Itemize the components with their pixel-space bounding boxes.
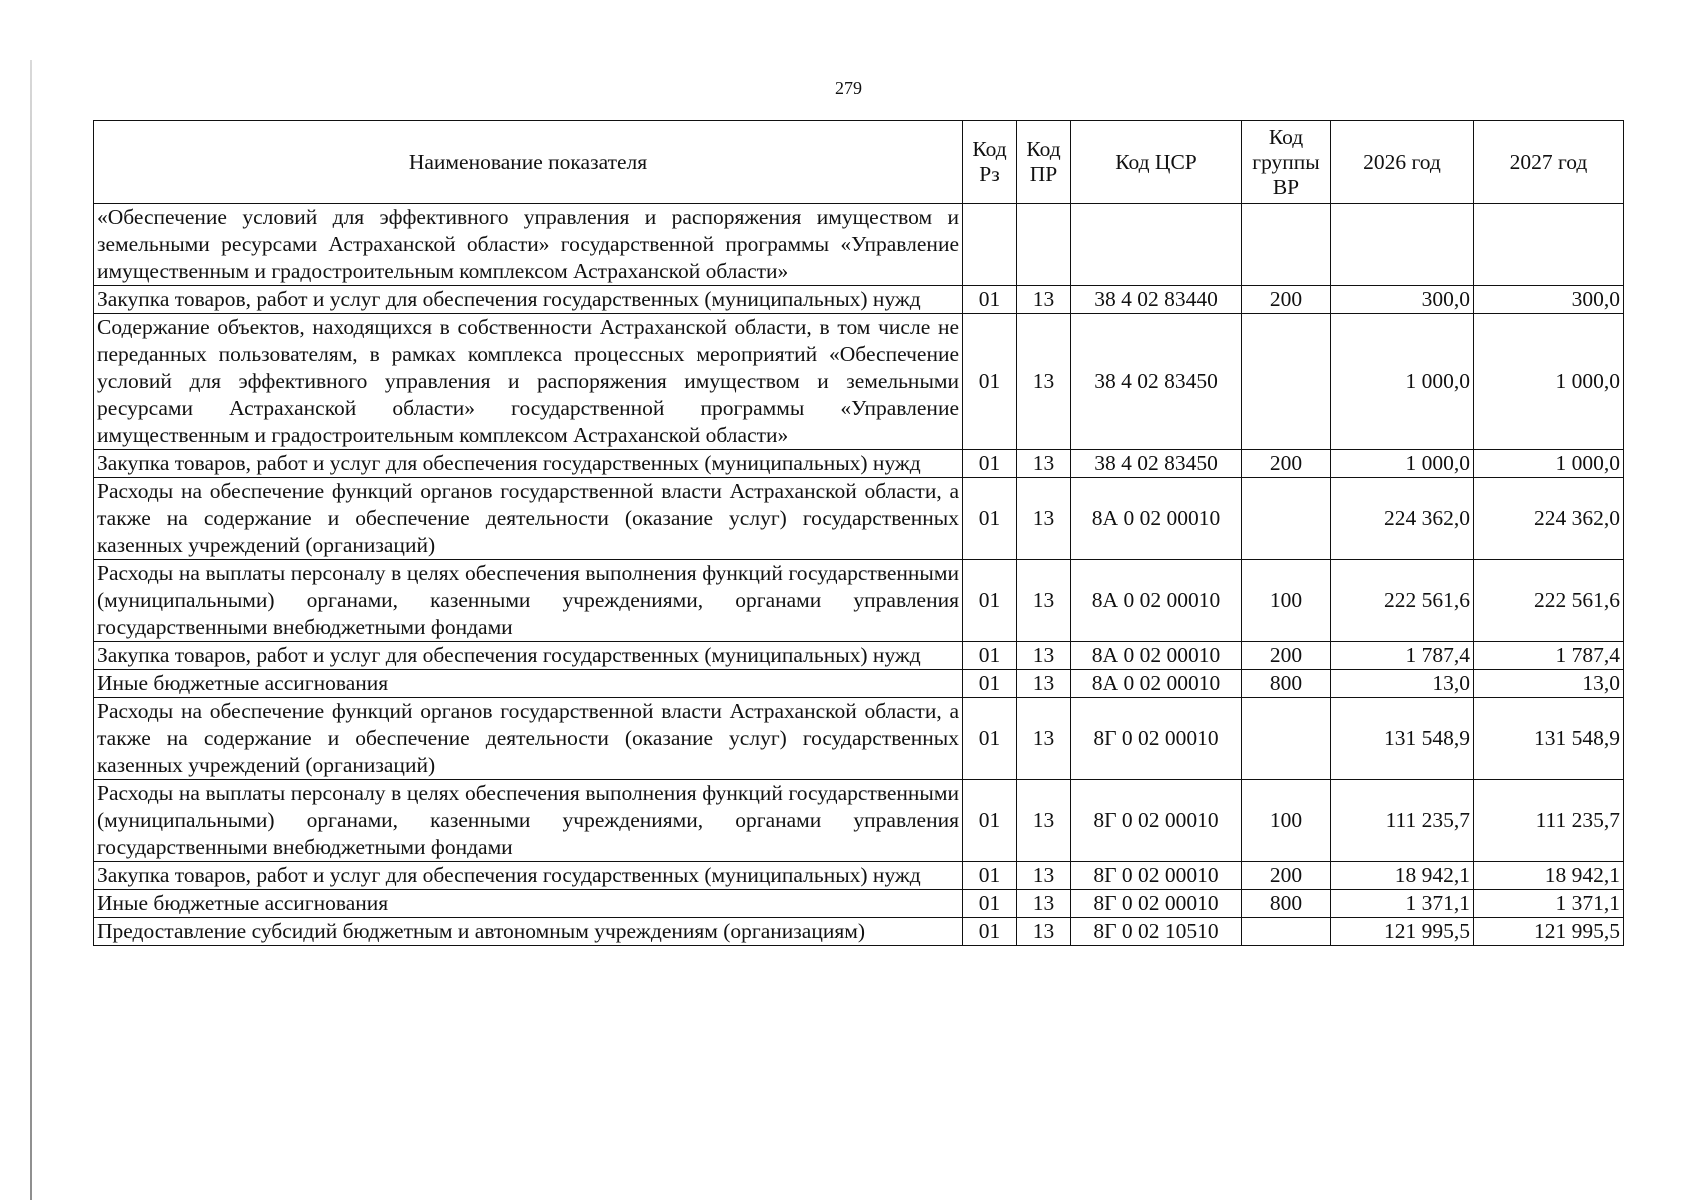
cell-csr: 8Г 0 02 00010: [1071, 698, 1242, 780]
cell-vr: 800: [1242, 890, 1331, 918]
cell-name: Расходы на обеспечение функций органов государственной власти Астраханской области, а также на содержание и обеспечение деятельности (оказание услуг) государственных казенных учреждений (организаций): [94, 698, 963, 780]
cell-2026: 300,0: [1331, 286, 1474, 314]
cell-name: Расходы на выплаты персоналу в целях обеспечения выполнения функций государственными (муниципальными) органами, казенными учреждениями, органами управления государственными внебюджетными фондами: [94, 780, 963, 862]
cell-csr: 38 4 02 83450: [1071, 314, 1242, 450]
cell-csr: 8Г 0 02 00010: [1071, 862, 1242, 890]
cell-rz: 01: [963, 478, 1017, 560]
budget-table: [93, 120, 1624, 946]
cell-rz: 01: [963, 698, 1017, 780]
table-row: [94, 780, 1624, 862]
cell-csr: 8Г 0 02 00010: [1071, 890, 1242, 918]
cell-2026: 13,0: [1331, 670, 1474, 698]
cell-2027: 13,0: [1474, 670, 1624, 698]
table-row: [94, 642, 1624, 670]
cell-name: Закупка товаров, работ и услуг для обеспечения государственных (муниципальных) нужд: [94, 286, 963, 314]
cell-rz: 01: [963, 286, 1017, 314]
cell-2027: 300,0: [1474, 286, 1624, 314]
cell-vr: [1242, 204, 1331, 286]
cell-pr: 13: [1017, 918, 1071, 946]
cell-name: Иные бюджетные ассигнования: [94, 890, 963, 918]
table-row: [94, 204, 1624, 286]
cell-name: «Обеспечение условий для эффективного управления и распоряжения имуществом и земельными ресурсами Астраханской области» государственной программы «Управление имущественным и градостроительным комплексом Астраханской области»: [94, 204, 963, 286]
cell-2026: 1 787,4: [1331, 642, 1474, 670]
cell-pr: 13: [1017, 314, 1071, 450]
cell-rz: 01: [963, 314, 1017, 450]
cell-name: Расходы на обеспечение функций органов государственной власти Астраханской области, а также на содержание и обеспечение деятельности (оказание услуг) государственных казенных учреждений (организаций): [94, 478, 963, 560]
cell-vr: [1242, 314, 1331, 450]
cell-2026: 222 561,6: [1331, 560, 1474, 642]
cell-pr: 13: [1017, 642, 1071, 670]
cell-csr: 8Г 0 02 10510: [1071, 918, 1242, 946]
cell-pr: [1017, 204, 1071, 286]
cell-rz: 01: [963, 642, 1017, 670]
cell-rz: 01: [963, 670, 1017, 698]
cell-vr: [1242, 918, 1331, 946]
cell-2027: 224 362,0: [1474, 478, 1624, 560]
cell-2027: 131 548,9: [1474, 698, 1624, 780]
cell-vr: 800: [1242, 670, 1331, 698]
cell-name: Предоставление субсидий бюджетным и автономным учреждениям (организациям): [94, 918, 963, 946]
cell-2027: 1 787,4: [1474, 642, 1624, 670]
cell-csr: 38 4 02 83450: [1071, 450, 1242, 478]
cell-2026: 224 362,0: [1331, 478, 1474, 560]
header-2027: 2027 год: [1474, 121, 1624, 204]
cell-2026: [1331, 204, 1474, 286]
cell-pr: 13: [1017, 780, 1071, 862]
table-row: [94, 450, 1624, 478]
cell-name: Иные бюджетные ассигнования: [94, 670, 963, 698]
cell-csr: [1071, 204, 1242, 286]
cell-rz: [963, 204, 1017, 286]
cell-pr: 13: [1017, 450, 1071, 478]
cell-pr: 13: [1017, 478, 1071, 560]
cell-csr: 8А 0 02 00010: [1071, 670, 1242, 698]
cell-2026: 1 000,0: [1331, 314, 1474, 450]
cell-rz: 01: [963, 862, 1017, 890]
cell-pr: 13: [1017, 560, 1071, 642]
cell-2027: 111 235,7: [1474, 780, 1624, 862]
cell-rz: 01: [963, 780, 1017, 862]
cell-2026: 1 371,1: [1331, 890, 1474, 918]
table-row: [94, 314, 1624, 450]
cell-rz: 01: [963, 918, 1017, 946]
header-pr: Код ПР: [1017, 121, 1071, 204]
cell-name: Закупка товаров, работ и услуг для обеспечения государственных (муниципальных) нужд: [94, 450, 963, 478]
table-row: [94, 862, 1624, 890]
cell-name: Расходы на выплаты персоналу в целях обеспечения выполнения функций государственными (муниципальными) органами, казенными учреждениями, органами управления государственными внебюджетными фондами: [94, 560, 963, 642]
page-number: 279: [835, 78, 862, 98]
table-header-row: [94, 121, 1624, 204]
cell-pr: 13: [1017, 698, 1071, 780]
cell-2027: 1 000,0: [1474, 314, 1624, 450]
header-rz: Код Рз: [963, 121, 1017, 204]
table-body: [94, 204, 1624, 946]
cell-2027: 121 995,5: [1474, 918, 1624, 946]
cell-2027: 222 561,6: [1474, 560, 1624, 642]
cell-vr: 100: [1242, 780, 1331, 862]
header-2026: 2026 год: [1331, 121, 1474, 204]
cell-csr: 8А 0 02 00010: [1071, 478, 1242, 560]
table-row: [94, 918, 1624, 946]
cell-name: Закупка товаров, работ и услуг для обеспечения государственных (муниципальных) нужд: [94, 642, 963, 670]
cell-vr: 200: [1242, 862, 1331, 890]
table-row: [94, 698, 1624, 780]
cell-vr: [1242, 698, 1331, 780]
cell-vr: 200: [1242, 642, 1331, 670]
cell-rz: 01: [963, 890, 1017, 918]
table-row: [94, 890, 1624, 918]
cell-2027: 1 000,0: [1474, 450, 1624, 478]
cell-vr: 200: [1242, 450, 1331, 478]
cell-name: Содержание объектов, находящихся в собственности Астраханской области, в том числе не переданных пользователям, в рамках комплекса процессных мероприятий «Обеспечение условий для эффективного управления и распоряжения имуществом и земельными ресурсами Астраханской области» государственной программы «Управление имущественным и градостроительным комплексом Астраханской области»: [94, 314, 963, 450]
cell-2027: 1 371,1: [1474, 890, 1624, 918]
cell-name: Закупка товаров, работ и услуг для обеспечения государственных (муниципальных) нужд: [94, 862, 963, 890]
cell-csr: 38 4 02 83440: [1071, 286, 1242, 314]
cell-csr: 8Г 0 02 00010: [1071, 780, 1242, 862]
cell-2026: 18 942,1: [1331, 862, 1474, 890]
table-row: [94, 560, 1624, 642]
cell-vr: 200: [1242, 286, 1331, 314]
cell-pr: 13: [1017, 890, 1071, 918]
cell-csr: 8А 0 02 00010: [1071, 642, 1242, 670]
scan-edge-line: [30, 60, 32, 1200]
header-vr: Код группы ВР: [1242, 121, 1331, 204]
cell-pr: 13: [1017, 286, 1071, 314]
cell-vr: 100: [1242, 560, 1331, 642]
cell-2027: [1474, 204, 1624, 286]
cell-csr: 8А 0 02 00010: [1071, 560, 1242, 642]
cell-rz: 01: [963, 450, 1017, 478]
cell-2026: 111 235,7: [1331, 780, 1474, 862]
header-name: Наименование показателя: [94, 121, 963, 204]
cell-vr: [1242, 478, 1331, 560]
table-row: [94, 670, 1624, 698]
cell-2026: 131 548,9: [1331, 698, 1474, 780]
table-row: [94, 286, 1624, 314]
cell-rz: 01: [963, 560, 1017, 642]
cell-pr: 13: [1017, 670, 1071, 698]
cell-2026: 121 995,5: [1331, 918, 1474, 946]
cell-pr: 13: [1017, 862, 1071, 890]
cell-2027: 18 942,1: [1474, 862, 1624, 890]
header-csr: Код ЦСР: [1071, 121, 1242, 204]
table-row: [94, 478, 1624, 560]
cell-2026: 1 000,0: [1331, 450, 1474, 478]
